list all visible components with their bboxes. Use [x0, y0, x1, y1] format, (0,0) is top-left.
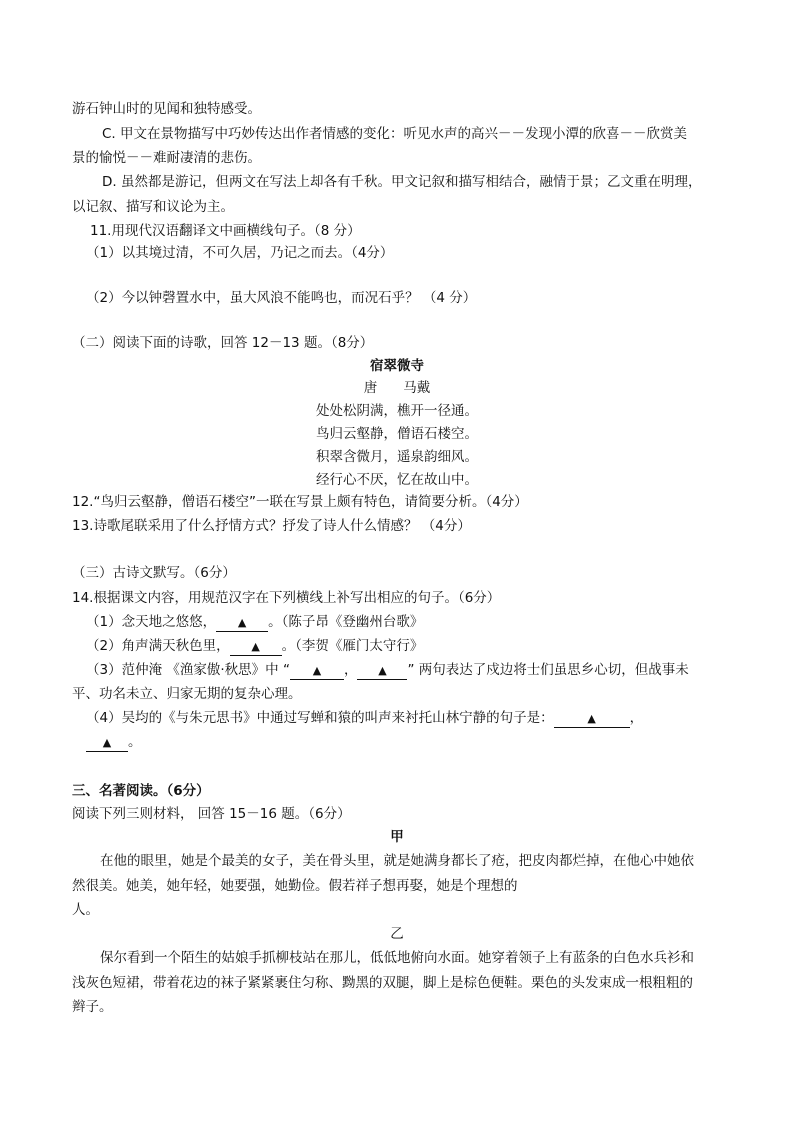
poem-author: 马戴	[403, 380, 431, 396]
q10-option-c-line1: C. 甲文在景物描写中巧妙传达出作者情感的变化：听见水声的高兴－－发现小潭的欣喜－－欣赏美	[102, 126, 688, 142]
q13: 13.诗歌尾联采用了什么抒情方式？抒发了诗人什么情感？ （4分）	[72, 518, 471, 534]
material-yi-line3: 辫子。	[72, 999, 113, 1015]
part3-heading: 三、名著阅读。（6分）	[72, 783, 210, 799]
poem-line-2: 鸟归云壑静，僧语石楼空。	[316, 426, 478, 442]
material-jia-title: 甲	[390, 829, 404, 845]
triangle-mark-icon: ▲	[102, 736, 112, 749]
poem-dynasty: 唐	[363, 380, 378, 396]
material-jia-line1: 在他的眼里，她是个最美的女子，美在骨头里，就是她满身都长了疮，把皮肉都烂掉，在他心中她依	[100, 853, 694, 869]
triangle-mark-icon: ▲	[587, 712, 596, 725]
poem-line-3: 积翠含微月，遥泉韵细风。	[316, 449, 478, 465]
material-yi-line2: 浅灰色短裙，带着花边的袜子紧紧裹住匀称、黝黑的双腿，脚上是棕色便鞋。栗色的头发束成一根粗粗的	[72, 975, 693, 991]
poem-byline	[0, 378, 794, 398]
q11-sentence-2: （2）今以钟磬置水中，虽大风浪不能鸣也，而况石乎？ （4 分）	[86, 290, 477, 306]
answer-blank-4a[interactable]	[554, 710, 630, 728]
q10-option-b-continuation: 游石钟山时的见闻和独特感受。	[72, 101, 261, 117]
triangle-mark-icon: ▲	[378, 664, 387, 677]
triangle-mark-icon: ▲	[251, 640, 260, 653]
answer-blank-3a[interactable]	[290, 662, 344, 680]
material-yi-line1: 保尔看到一个陌生的姑娘手抓柳枝站在那儿，低低地俯向水面。她穿着领子上有蓝条的白色水兵衫和	[100, 950, 694, 966]
answer-blank-2[interactable]	[230, 638, 282, 656]
material-jia-line2: 然很美。她美，她年轻，她要强，她勤俭。假若祥子想再娶，她是个理想的	[72, 878, 518, 894]
q10-option-d-line2: 以记叙、描写和议论为主。	[72, 199, 234, 215]
q10-option-d-line1: D. 虽然都是游记，但两文在写法上却各有千秋。甲文记叙和描写相结合，融情于景；乙文重在明理，	[102, 174, 702, 190]
answer-blank-1[interactable]	[216, 614, 268, 632]
poem-line-1: 处处松阴满，樵开一径通。	[316, 403, 478, 419]
q14-item-4: （4）吴均的《与朱元思书》中通过写蝉和猿的叫声来衬托山林宁静的句子是： ▲ ，	[86, 710, 644, 726]
q10-option-c-line2: 景的愉悦－－难耐凄清的悲伤。	[72, 150, 261, 166]
q14-item-1: （1）念天地之悠悠， ▲ 。（陈子昂《登幽州台歌》	[86, 614, 424, 630]
triangle-mark-icon: ▲	[312, 664, 322, 677]
material-jia-line3: 人。	[72, 902, 99, 918]
q14-item-2: （2）角声满天秋色里， ▲ 。（李贺《雁门太守行》	[86, 638, 424, 654]
section2-heading: （二）阅读下面的诗歌，回答 12－13 题。（8分）	[72, 335, 374, 351]
answer-blank-4b[interactable]	[86, 734, 128, 752]
q14-item-3-continuation: 平、功名未立、归家无期的复杂心理。	[72, 686, 302, 702]
material-yi-title: 乙	[390, 926, 404, 942]
poem-line-4: 经行心不厌，忆在故山中。	[316, 472, 478, 488]
triangle-mark-icon: ▲	[237, 616, 247, 629]
poem-title: 宿翠微寺	[370, 358, 424, 374]
q11-sentence-1: （1）以其境过清，不可久居，乃记之而去。（4分）	[86, 245, 394, 261]
q12: 12.“鸟归云壑静，僧语石楼空”一联在写景上颇有特色，请简要分析。（4分）	[72, 494, 528, 510]
q14-title: 14.根据课文内容，用规范汉字在下列横线上补写出相应的句子。（6分）	[72, 590, 501, 606]
q14-item-3: （3）范仲淹 《渔家傲·秋思》中 “ ▲ ， ▲ ” 两句表达了戍边将士们虽思乡心切，但战事未	[86, 662, 689, 678]
part3-intro: 阅读下列三则材料， 回答 15－16 题。（6分）	[72, 806, 351, 822]
section3-heading: （三）古诗文默写。（6分）	[72, 565, 236, 581]
q11-title: 11.用现代汉语翻译文中画横线句子。（8 分）	[90, 223, 361, 239]
answer-blank-3b[interactable]	[357, 662, 407, 680]
q14-item-4-continuation: ▲ 。	[86, 732, 142, 752]
